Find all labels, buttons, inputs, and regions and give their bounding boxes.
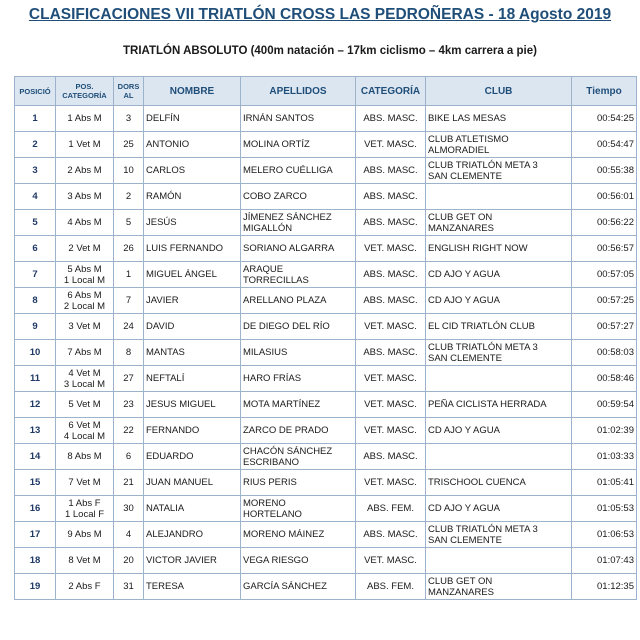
category-cell: VET. MASC. [356,366,426,392]
time-cell: 00:56:22 [572,210,637,236]
table-row [15,288,637,314]
position-cell: 15 [15,470,56,496]
table-row [15,444,637,470]
first-name-cell: RAMÓN [144,184,241,210]
surname-cell: MORENO MÁINEZ [241,522,356,548]
category-position-cell: 1 Abs F 1 Local F [56,496,114,522]
position-cell: 2 [15,132,56,158]
first-name-cell: NEFTALÍ [144,366,241,392]
position-cell: 12 [15,392,56,418]
first-name-cell: JAVIER [144,288,241,314]
position-cell: 16 [15,496,56,522]
table-row [15,262,637,288]
surname-cell: IRNÁN SANTOS [241,106,356,132]
position-cell: 8 [15,288,56,314]
first-name-cell: NATALIA [144,496,241,522]
table-row [15,210,637,236]
surname-cell: MOLINA ORTÍZ [241,132,356,158]
first-name-cell: EDUARDO [144,444,241,470]
dorsal-cell: 8 [114,340,144,366]
header-posicion: POSICIÓ [15,77,56,106]
category-position-cell: 1 Abs M [56,106,114,132]
surname-cell: JÍMENEZ SÁNCHEZ MIGALLÓN [241,210,356,236]
header-apellidos: APELLIDOS [241,77,356,106]
category-position-cell: 8 Vet M [56,548,114,574]
position-cell: 1 [15,106,56,132]
dorsal-cell: 31 [114,574,144,600]
category-cell: ABS. FEM. [356,496,426,522]
category-cell: ABS. MASC. [356,262,426,288]
position-cell: 4 [15,184,56,210]
header-dorsal: DORS AL [114,77,144,106]
first-name-cell: DELFÍN [144,106,241,132]
dorsal-cell: 23 [114,392,144,418]
category-position-cell: 6 Abs M 2 Local M [56,288,114,314]
club-cell: BIKE LAS MESAS [426,106,572,132]
surname-cell: MOTA MARTÍNEZ [241,392,356,418]
position-cell: 6 [15,236,56,262]
club-cell: PEÑA CICLISTA HERRADA [426,392,572,418]
surname-cell: RIUS PERIS [241,470,356,496]
dorsal-cell: 10 [114,158,144,184]
dorsal-cell: 27 [114,366,144,392]
club-cell: CLUB TRIATLÓN META 3 SAN CLEMENTE [426,158,572,184]
category-cell: ABS. MASC. [356,288,426,314]
surname-cell: COBO ZARCO [241,184,356,210]
position-cell: 14 [15,444,56,470]
club-cell: CLUB GET ON MANZANARES [426,574,572,600]
category-cell: ABS. MASC. [356,106,426,132]
category-cell: VET. MASC. [356,392,426,418]
time-cell: 00:57:27 [572,314,637,340]
club-cell [426,548,572,574]
time-cell: 00:57:25 [572,288,637,314]
category-position-cell: 2 Vet M [56,236,114,262]
category-cell: ABS. MASC. [356,340,426,366]
surname-cell: VEGA RIESGO [241,548,356,574]
club-cell: CLUB ATLETISMO ALMORADIEL [426,132,572,158]
dorsal-cell: 3 [114,106,144,132]
dorsal-cell: 22 [114,418,144,444]
first-name-cell: JESÚS [144,210,241,236]
position-cell: 19 [15,574,56,600]
time-cell: 01:05:41 [572,470,637,496]
table-row [15,574,637,600]
time-cell: 00:54:25 [572,106,637,132]
header-nombre: NOMBRE [144,77,241,106]
time-cell: 00:55:38 [572,158,637,184]
category-cell: ABS. MASC. [356,522,426,548]
category-cell: VET. MASC. [356,418,426,444]
category-position-cell: 8 Abs M [56,444,114,470]
dorsal-cell: 6 [114,444,144,470]
time-cell: 01:02:39 [572,418,637,444]
first-name-cell: TERESA [144,574,241,600]
first-name-cell: FERNANDO [144,418,241,444]
position-cell: 7 [15,262,56,288]
time-cell: 01:06:53 [572,522,637,548]
first-name-cell: JESUS MIGUEL [144,392,241,418]
club-cell: CD AJO Y AGUA [426,288,572,314]
category-position-cell: 7 Vet M [56,470,114,496]
category-position-cell: 7 Abs M [56,340,114,366]
table-row [15,340,637,366]
time-cell: 01:05:53 [572,496,637,522]
surname-cell: MORENO HORTELANO [241,496,356,522]
category-position-cell: 5 Abs M 1 Local M [56,262,114,288]
first-name-cell: JUAN MANUEL [144,470,241,496]
dorsal-cell: 21 [114,470,144,496]
time-cell: 00:54:47 [572,132,637,158]
time-cell: 00:59:54 [572,392,637,418]
position-cell: 9 [15,314,56,340]
club-cell: CD AJO Y AGUA [426,496,572,522]
category-position-cell: 4 Vet M 3 Local M [56,366,114,392]
dorsal-cell: 1 [114,262,144,288]
category-cell: VET. MASC. [356,132,426,158]
position-cell: 13 [15,418,56,444]
position-cell: 18 [15,548,56,574]
position-cell: 5 [15,210,56,236]
time-cell: 00:58:46 [572,366,637,392]
first-name-cell: CARLOS [144,158,241,184]
club-cell [426,444,572,470]
category-cell: ABS. MASC. [356,444,426,470]
results-table-body [15,106,637,600]
surname-cell: MELERO CUÉLLIGA [241,158,356,184]
first-name-cell: ALEJANDRO [144,522,241,548]
surname-cell: ARAQUE TORRECILLAS [241,262,356,288]
category-cell: ABS. MASC. [356,184,426,210]
club-cell: EL CID TRIATLÓN CLUB [426,314,572,340]
table-row [15,158,637,184]
category-cell: VET. MASC. [356,548,426,574]
first-name-cell: LUIS FERNANDO [144,236,241,262]
time-cell: 00:56:57 [572,236,637,262]
time-cell: 01:07:43 [572,548,637,574]
surname-cell: CHACÓN SÁNCHEZ ESCRIBANO [241,444,356,470]
dorsal-cell: 30 [114,496,144,522]
category-position-cell: 3 Vet M [56,314,114,340]
first-name-cell: MIGUEL ÁNGEL [144,262,241,288]
table-row [15,366,637,392]
position-cell: 10 [15,340,56,366]
time-cell: 00:57:05 [572,262,637,288]
table-row [15,496,637,522]
table-row [15,418,637,444]
surname-cell: DE DIEGO DEL RÍO [241,314,356,340]
header-categoria: CATEGORÍA [356,77,426,106]
dorsal-cell: 25 [114,132,144,158]
results-table [14,76,637,600]
table-row [15,132,637,158]
category-position-cell: 5 Vet M [56,392,114,418]
club-cell: CLUB TRIATLÓN META 3 SAN CLEMENTE [426,340,572,366]
position-cell: 17 [15,522,56,548]
surname-cell: ARELLANO PLAZA [241,288,356,314]
surname-cell: GARCÍA SÁNCHEZ [241,574,356,600]
first-name-cell: VICTOR JAVIER [144,548,241,574]
table-row [15,392,637,418]
club-cell: CLUB TRIATLÓN META 3 SAN CLEMENTE [426,522,572,548]
header-club: CLUB [426,77,572,106]
surname-cell: HARO FRÍAS [241,366,356,392]
table-row [15,470,637,496]
table-row [15,184,637,210]
table-row [15,106,637,132]
category-cell: ABS. FEM. [356,574,426,600]
category-position-cell: 1 Vet M [56,132,114,158]
category-cell: VET. MASC. [356,314,426,340]
dorsal-cell: 7 [114,288,144,314]
club-cell: CD AJO Y AGUA [426,262,572,288]
category-position-cell: 3 Abs M [56,184,114,210]
category-cell: VET. MASC. [356,470,426,496]
table-header-row [15,77,637,106]
first-name-cell: ANTONIO [144,132,241,158]
club-cell [426,184,572,210]
time-cell: 00:56:01 [572,184,637,210]
dorsal-cell: 24 [114,314,144,340]
club-cell [426,366,572,392]
table-row [15,548,637,574]
club-cell: CLUB GET ON MANZANARES [426,210,572,236]
category-position-cell: 4 Abs M [56,210,114,236]
dorsal-cell: 2 [114,184,144,210]
category-cell: ABS. MASC. [356,210,426,236]
time-cell: 00:58:03 [572,340,637,366]
club-cell: TRISCHOOL CUENCA [426,470,572,496]
club-cell: CD AJO Y AGUA [426,418,572,444]
table-row [15,314,637,340]
category-position-cell: 2 Abs M [56,158,114,184]
table-row [15,236,637,262]
table-row [15,522,637,548]
surname-cell: SORIANO ALGARRA [241,236,356,262]
surname-cell: MILASIUS [241,340,356,366]
dorsal-cell: 20 [114,548,144,574]
category-position-cell: 9 Abs M [56,522,114,548]
surname-cell: ZARCO DE PRADO [241,418,356,444]
page-title: CLASIFICACIONES VII TRIATLÓN CROSS LAS PEDROÑERAS - 18 Agosto 2019 [28,6,612,23]
category-cell: ABS. MASC. [356,158,426,184]
position-cell: 3 [15,158,56,184]
time-cell: 01:03:33 [572,444,637,470]
dorsal-cell: 26 [114,236,144,262]
header-tiempo: Tiempo [572,77,637,106]
first-name-cell: MANTAS [144,340,241,366]
category-cell: VET. MASC. [356,236,426,262]
dorsal-cell: 4 [114,522,144,548]
category-position-cell: 2 Abs F [56,574,114,600]
category-position-cell: 6 Vet M 4 Local M [56,418,114,444]
header-pos-categoria: POS. CATEGORÍA [56,77,114,106]
club-cell: ENGLISH RIGHT NOW [426,236,572,262]
dorsal-cell: 5 [114,210,144,236]
first-name-cell: DAVID [144,314,241,340]
time-cell: 01:12:35 [572,574,637,600]
section-subtitle: TRIATLÓN ABSOLUTO (400m natación – 17km ciclismo – 4km carrera a pie) [123,45,537,57]
position-cell: 11 [15,366,56,392]
